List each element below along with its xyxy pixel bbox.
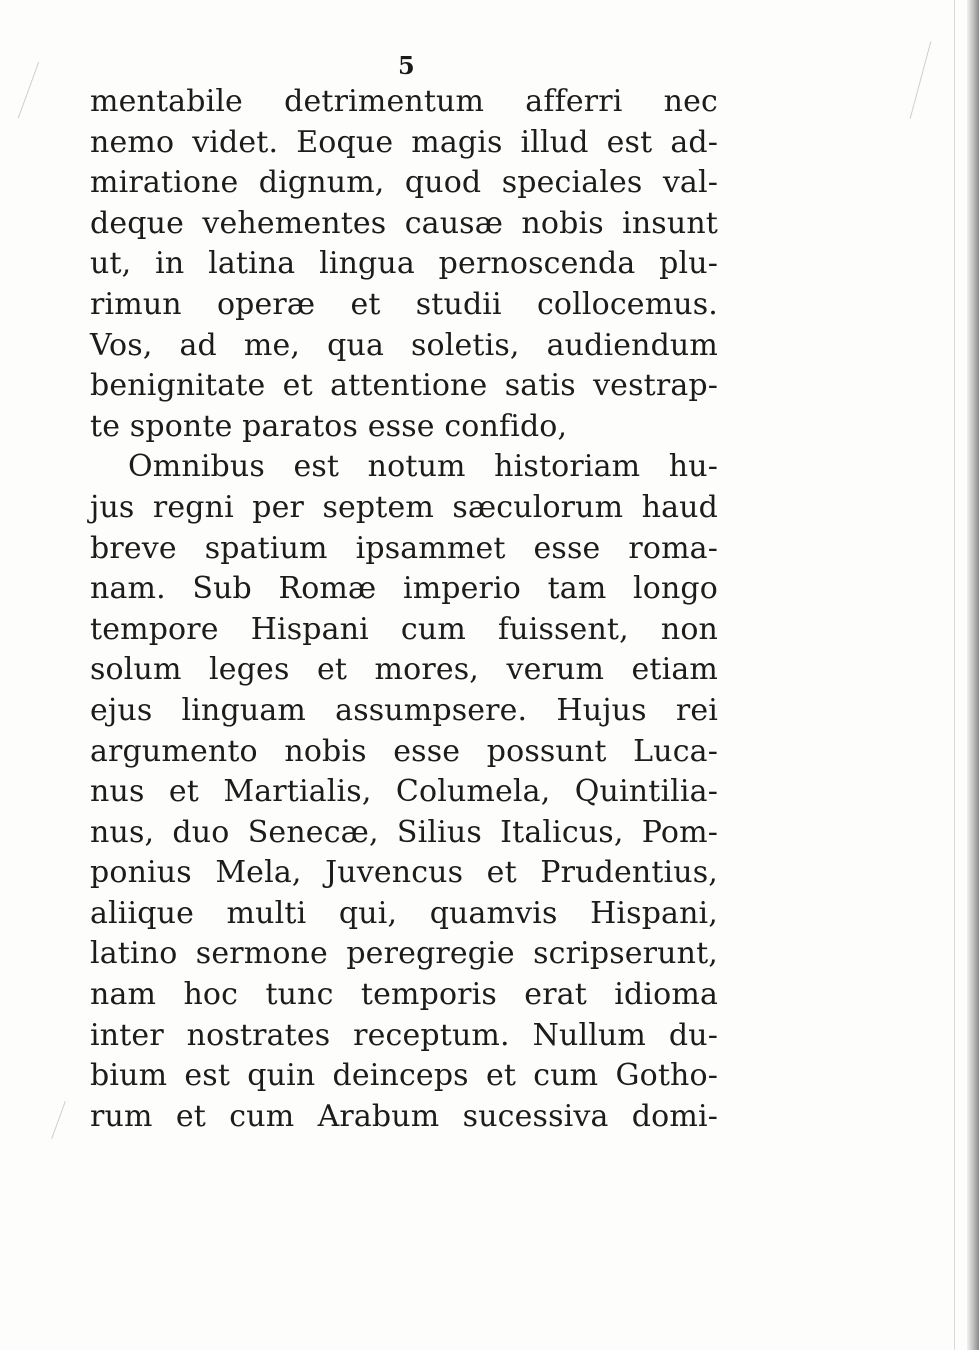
text-line-21: aliique multi qui, quamvis Hispani, <box>90 895 718 931</box>
text-line-9: te sponte paratos esse confido, <box>90 408 568 444</box>
scan-speck <box>910 41 932 119</box>
page-edge-line <box>954 0 955 1350</box>
text-line-20: ponius Mela, Juvencus et Prudentius, <box>90 855 718 891</box>
text-line-3: miratione dignum, quod speciales val- <box>90 165 718 201</box>
text-line-10: Omnibus est notum historiam hu- <box>128 449 718 485</box>
text-line-19: nus, duo Senecæ, Silius Italicus, Pom- <box>90 814 718 850</box>
text-line-6: rimun operæ et studii collocemus. <box>90 286 718 322</box>
text-line-7: Vos, ad me, qua soletis, audiendum <box>90 327 718 363</box>
text-line-17: argumento nobis esse possunt Luca- <box>90 733 718 769</box>
text-line-5: ut, in latina lingua pernoscenda plu- <box>90 246 718 282</box>
text-line-22: latino sermone peregregie scripserunt, <box>90 936 718 972</box>
text-line-18: nus et Martialis, Columela, Quintilia- <box>90 774 718 810</box>
text-line-2: nemo videt. Eoque magis illud est ad- <box>90 124 718 160</box>
page-number: 5 <box>398 51 415 80</box>
text-line-13: nam. Sub Romæ imperio tam longo <box>90 571 718 607</box>
text-line-16: ejus linguam assumpsere. Hujus rei <box>90 692 718 728</box>
text-line-26: rum et cum Arabum sucessiva domi- <box>90 1098 718 1134</box>
text-line-1: mentabile detrimentum afferri nec <box>90 84 718 119</box>
text-line-15: solum leges et mores, verum etiam <box>90 652 718 688</box>
body-text <box>90 82 718 1137</box>
text-line-4: deque vehementes causæ nobis insunt <box>90 205 718 241</box>
scan-speck <box>51 1101 66 1139</box>
text-line-24: inter nostrates receptum. Nullum du- <box>90 1017 718 1053</box>
text-line-8: benignitate et attentione satis vestrap- <box>90 368 718 404</box>
text-line-25: bium est quin deinceps et cum Gotho- <box>90 1058 718 1094</box>
text-line-23: nam hoc tunc temporis erat idioma <box>90 977 718 1013</box>
text-line-11: jus regni per septem sæculorum haud <box>90 489 718 525</box>
text-line-14: tempore Hispani cum fuissent, non <box>90 611 718 647</box>
book-spine-shadow <box>967 0 979 1350</box>
scan-speck <box>18 62 39 119</box>
text-line-12: breve spatium ipsammet esse roma- <box>90 530 718 566</box>
